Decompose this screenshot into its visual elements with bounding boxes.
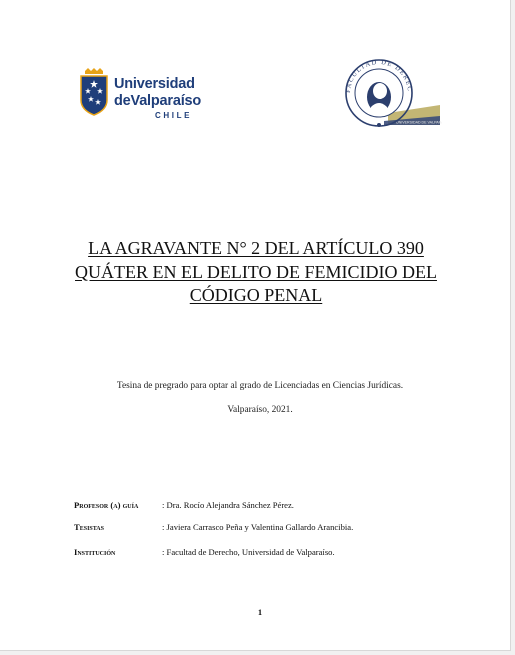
facultad-derecho-seal — [336, 55, 442, 131]
meta-row-authors — [74, 522, 354, 532]
meta-value: : Facultad de Derecho, Universidad de Valparaíso. — [162, 547, 335, 557]
meta-row-advisor — [74, 500, 294, 510]
meta-value: : Javiera Carrasco Peña y Valentina Gallardo Arancibia. — [162, 522, 354, 532]
document-title: LA AGRAVANTE N° 2 DEL ARTÍCULO 390 QUÁTER EN EL DELITO DE FEMICIDIO DEL CÓDIGO PENAL — [75, 238, 437, 305]
logo-text-line-1: Universidad — [114, 76, 195, 92]
meta-value: : Dra. Rocío Alejandra Sánchez Pérez. — [162, 500, 294, 510]
shield-stars-icon — [79, 68, 109, 116]
logo-text-line-2: deValparaíso — [114, 93, 202, 109]
degree-description: Tesina de pregrado para optar al grado de Licenciadas en Ciencias Jurídicas. — [116, 381, 404, 391]
seal-emblem-icon — [336, 55, 442, 131]
meta-label: Institución — [74, 547, 116, 557]
place-date: Valparaíso, 2021. — [227, 405, 293, 415]
meta-row-institution — [74, 547, 335, 557]
universidad-valparaiso-logo — [79, 68, 219, 126]
meta-label: Tesistas — [74, 522, 104, 532]
svg-text:FACULTAD DE DERECHO: FACULTAD DE DEREC — [344, 58, 414, 94]
meta-label: Profesor (a) guía — [74, 500, 139, 510]
page-number: 1 — [257, 607, 263, 617]
logo-text-line-3: CHILE — [155, 111, 192, 120]
svg-text:UNIVERSIDAD DE VALPARAÍSO: UNIVERSIDAD DE VALPAR — [396, 120, 442, 125]
